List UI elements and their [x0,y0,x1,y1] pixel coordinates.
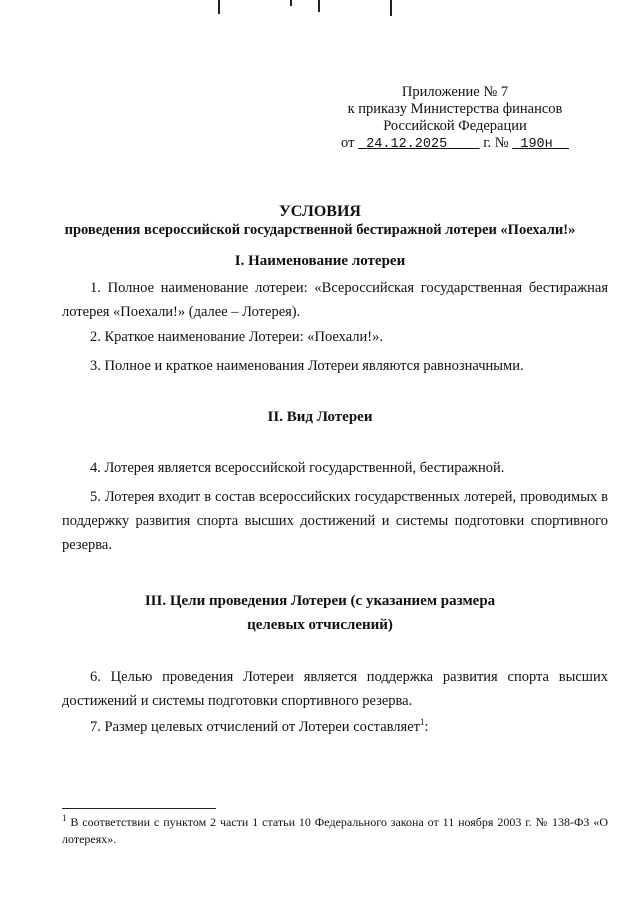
scan-mark [390,0,392,16]
document-subtitle: проведения всероссийской государственной бестиражной лотереи «Поехали!» [64,222,576,238]
paragraph: 5. Лотерея входит в состав всероссийских государственных лотерей, проводимых в поддержку развития спорта высших достижений и системы подготовки спортивного резерва. [62,489,608,553]
paragraph: 4. Лотерея является всероссийской государственной, бестиражной. [90,460,505,476]
paragraph: 6. Целью проведения Лотереи является поддержка развития спорта высших достижений и системы подготовки спортивного резерва. [62,669,608,709]
footnote-ref: 1 [419,717,425,728]
from-label: от [341,135,355,151]
order-date: 24.12.2025 [366,137,448,152]
appendix-number: Приложение № 7 [401,84,509,100]
footnote-rule [62,808,216,809]
appendix-order-ref: к приказу Министерства финансов [347,101,563,117]
number-label: г. № [483,135,509,151]
section-heading-cont: целевых отчислений) [247,617,393,633]
footnote-marker: 1 [62,813,67,823]
appendix-ministry: Российской Федерации [383,118,527,134]
section-heading: I. Наименование лотереи [234,253,406,269]
paragraph: 7. Размер целевых отчислений от Лотереи составляет$^1$: [90,717,429,735]
scan-mark [218,0,220,14]
footnote-text: В соответствии с пунктом 2 части 1 статьи 10 Федерального закона от 11 ноября 2003 г. № 138-ФЗ «О лотереях». [62,815,608,846]
footnote [62,814,608,848]
paragraph: 1. Полное наименование лотереи: «Всероссийская государственная бестиражная лотерея «Поехали!» (далее – Лотерея). [62,280,608,320]
section-heading: II. Вид Лотереи [267,409,373,425]
document-title: УСЛОВИЯ [279,203,361,220]
appendix-date-line [330,135,580,153]
scan-mark [290,0,292,6]
paragraph: 2. Краткое наименование Лотереи: «Поехали!». [90,329,383,345]
appendix-block [330,84,580,153]
scan-mark [318,0,320,12]
section-heading: III. Цели проведения Лотереи (с указанием размера [144,593,496,609]
order-number: 190н [520,137,553,152]
paragraph: 3. Полное и краткое наименования Лотереи являются равнозначными. [90,358,524,374]
